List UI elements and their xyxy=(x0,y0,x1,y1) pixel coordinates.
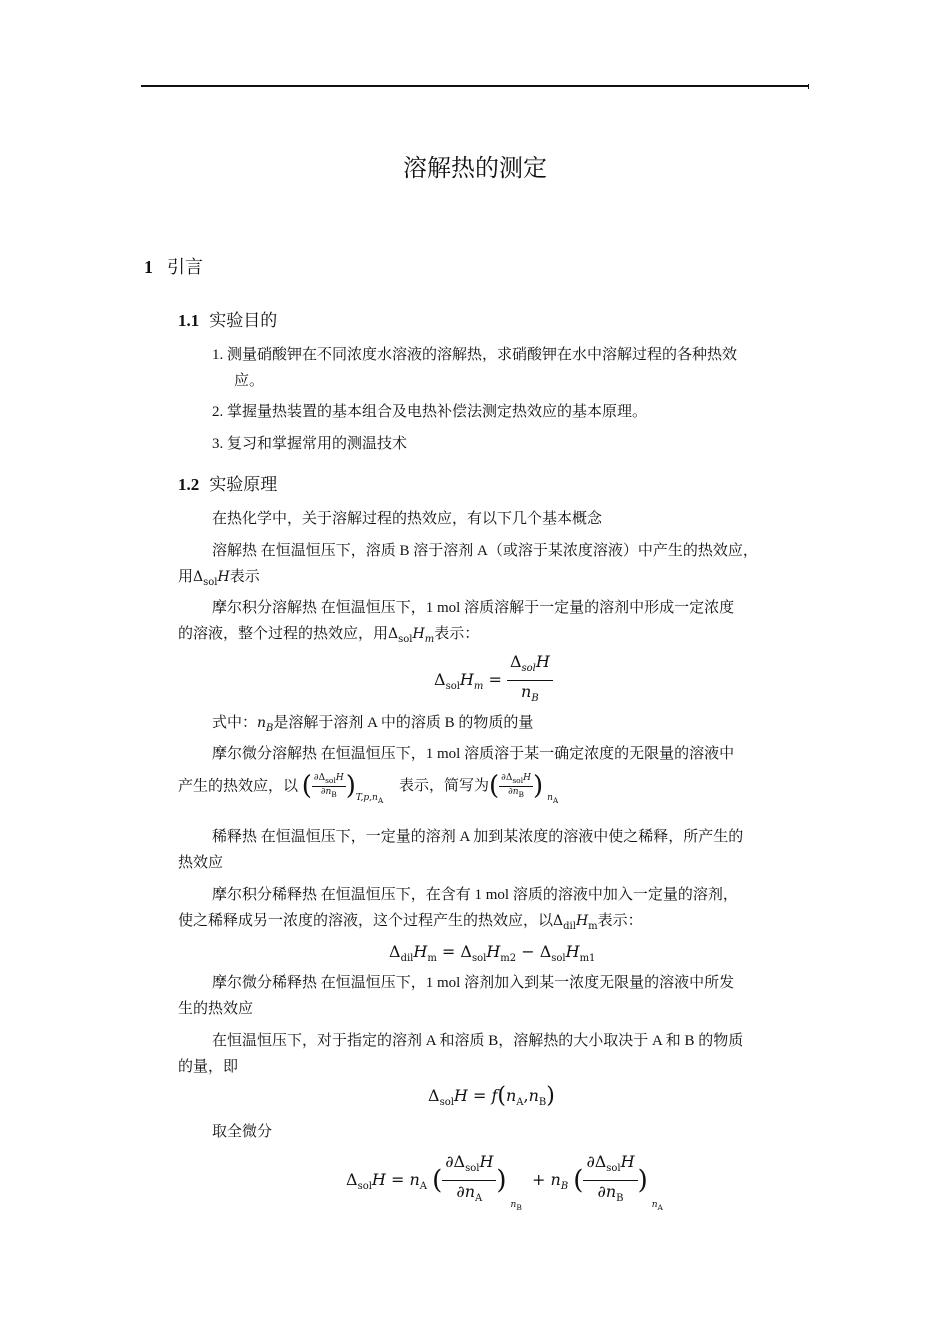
text-run: 表示： xyxy=(434,626,480,642)
paragraph-line-1: 稀释热 在恒温恒压下，一定量的溶剂 A 加到某浓度的溶液中使之稀释，所产生的 xyxy=(212,829,744,845)
paragraph-text: 取全微分 xyxy=(212,1124,273,1140)
paragraph-text xyxy=(178,710,808,742)
text-run: 用 xyxy=(178,569,194,585)
section-heading-1-1 xyxy=(178,306,277,331)
text-run: 表示，简写为 xyxy=(399,778,490,795)
paragraph-line-1: 摩尔微分稀释热 在恒温恒压下，1 mol 溶剂加入到某一浓度无限量的溶液中所发 xyxy=(212,975,735,991)
inline-formula: $\Delta_{sol}H$ xyxy=(193,569,230,588)
section-heading-1 xyxy=(144,253,203,279)
text-run: 表示 xyxy=(229,569,260,585)
section-title: 实验原理 xyxy=(209,475,278,494)
objective-item-1 xyxy=(212,342,812,394)
inline-formula-short: ( $\frac{\partial\Delta_{sol}H}{\partial n_B}$ ) $_{n_A}$ xyxy=(489,771,559,806)
header-rule-tick xyxy=(808,84,809,89)
paragraph-line-2 xyxy=(178,621,808,653)
text-run: 的溶液，整个过程的热效应，用 xyxy=(178,626,389,642)
paragraph-line-1: 摩尔积分稀释热 在恒温恒压下，在含有 1 mol 溶质的溶液中加入一定量的溶剂， xyxy=(212,887,738,903)
inline-formula: $n_B$ xyxy=(257,715,274,734)
paragraph-text: 在热化学中，关于溶解过程的热效应，有以下几个基本概念 xyxy=(212,511,603,527)
paragraph-total-differential xyxy=(178,1119,808,1145)
inline-formula-partial: ( $\frac{\partial\Delta_{sol}H}{\partial n_B}$ )$_{T,p,n_A}$ xyxy=(301,771,384,806)
paragraph-heat-of-solution xyxy=(178,538,808,596)
paragraph-line-2: 生的热效应 xyxy=(178,1001,254,1017)
list-text-continued: 应。 xyxy=(234,373,265,389)
fraction: $\frac{\partial\Delta_{sol}H}{\partial n_B}$ xyxy=(583,1152,637,1209)
section-number: 1.1 xyxy=(178,311,200,330)
text-run: 是溶解于溶剂 A 中的溶质 B 的物质的量 xyxy=(273,715,534,731)
paragraph-differential-dilution xyxy=(178,970,808,1022)
paragraph-line-2: 热效应 xyxy=(178,855,224,871)
section-number: 1 xyxy=(144,257,153,277)
text-run: 使之稀释成另一浓度的溶液，这个过程产生的热效应，以 xyxy=(178,913,554,929)
paragraph-line-1: 摩尔积分溶解热 在恒温恒压下，1 mol 溶质溶解于一定量的溶剂中形成一定浓度 xyxy=(212,600,735,616)
fraction: $\frac{\Delta_{sol}H}{n_B}$ xyxy=(507,652,553,709)
list-text: 测量硝酸钾在不同浓度水溶液的溶解热，求硝酸钾在水中溶解过程的各种热效 xyxy=(227,347,738,363)
section-number: 1.2 xyxy=(178,475,200,494)
section-heading-1-2 xyxy=(178,470,277,495)
paragraph-line-2 xyxy=(178,564,808,596)
document-title: 溶解热的测定 xyxy=(403,156,547,182)
list-number: 2. xyxy=(212,404,224,420)
list-text: 掌握量热装置的基本组合及电热补偿法测定热效应的基本原理。 xyxy=(227,404,648,420)
paragraph-differential-solution xyxy=(178,741,808,814)
inline-formula: $\Delta_{sol}H_m$ xyxy=(388,626,435,645)
equation-integral-solution: $\Delta_{sol}H_m$ = $\frac{\Delta_{sol}H}{n_B}$ xyxy=(434,652,553,709)
list-text: 复习和掌握常用的测温技术 xyxy=(227,436,408,452)
equation-state-function: $\Delta_{sol}H = f(n_A,n_B)$ xyxy=(428,1083,555,1109)
paragraph-line-1: 在恒温恒压下，对于指定的溶剂 A 和溶质 B，溶解热的大小取决于 A 和 B 的物质 xyxy=(212,1033,744,1049)
paragraph-integral-dilution xyxy=(178,882,808,940)
header-rule xyxy=(141,85,809,87)
paragraph-line-1: 摩尔微分溶解热 在恒温恒压下，1 mol 溶质溶于某一确定浓度的无限量的溶液中 xyxy=(212,746,735,762)
objective-item-2 xyxy=(212,399,812,425)
paragraph-intro xyxy=(178,506,808,532)
equation-integral-dilution: $\Delta_{dil}H_m = \Delta_{sol}H_{m2} - \Delta_{sol}H_{m1}$ xyxy=(389,942,596,964)
paragraph-line-2 xyxy=(178,908,808,940)
list-number: 1. xyxy=(212,347,224,363)
fraction: $\frac{\partial\Delta_{sol}H}{\partial n_A}$ xyxy=(442,1152,496,1209)
paragraph-where xyxy=(178,710,808,742)
section-title: 引言 xyxy=(167,257,203,277)
text-run: 式中： xyxy=(212,715,258,731)
objective-item-3 xyxy=(212,431,812,457)
paragraph-integral-solution xyxy=(178,595,808,653)
paragraph-line-2: 的量，即 xyxy=(178,1059,239,1075)
paragraph-line-1: 溶解热 在恒温恒压下，溶质 B 溶于溶剂 A（或溶于某浓度溶液）中产生的热效应， xyxy=(212,543,758,559)
equation-total-differential: $\Delta_{sol}H = n_A$ ( $\frac{\partial\Delta_{sol}H}{\partial n_A}$ )$_{n_B} + n_B$ ( $\frac{\partial\Delta_{sol}H}{\partial n_B}$ )$_{n_A}$ xyxy=(346,1152,663,1212)
section-title: 实验目的 xyxy=(209,311,278,330)
paragraph-dilution xyxy=(178,824,808,876)
inline-formula: $\Delta_{dil}H_m$ xyxy=(553,913,598,932)
paragraph-line-2 xyxy=(178,773,808,814)
list-number: 3. xyxy=(212,436,224,452)
text-run: 产生的热效应，以 xyxy=(178,778,299,795)
text-run: 表示： xyxy=(597,913,643,929)
paragraph-dependence xyxy=(178,1028,808,1080)
